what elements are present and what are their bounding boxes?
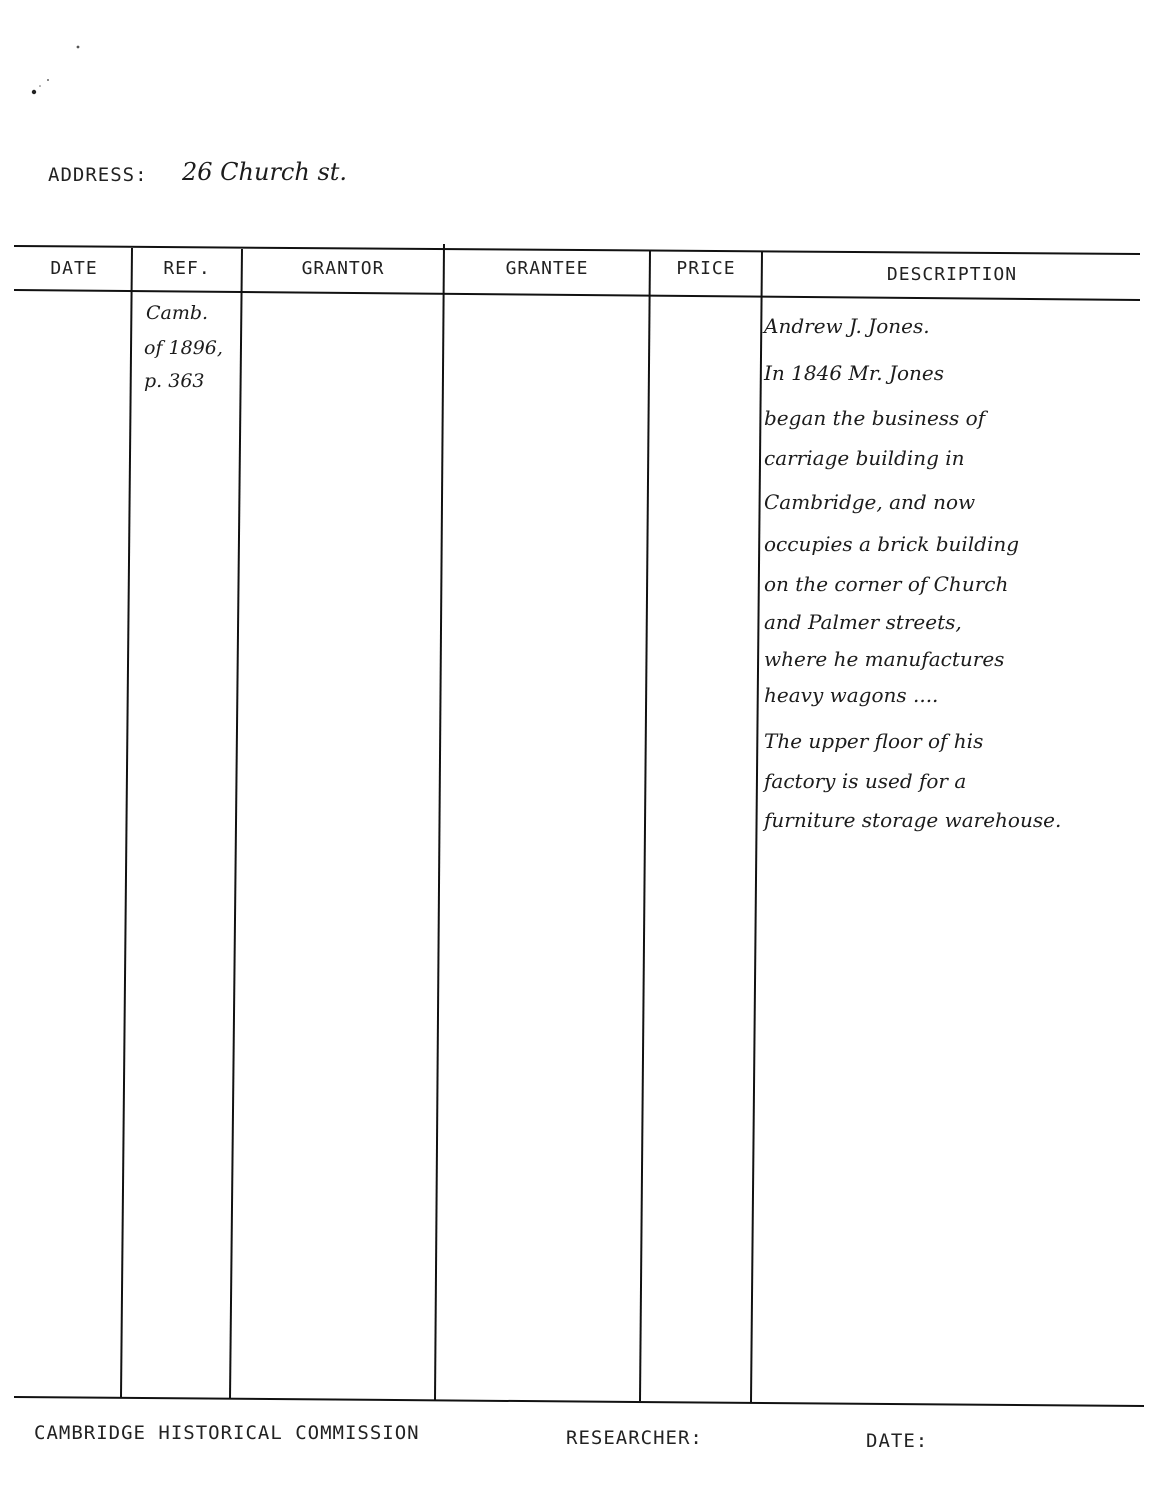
description-line: Cambridge, and now (764, 490, 976, 514)
address-value: 26 Church st. (182, 158, 348, 186)
column-divider-ref-grantor (230, 249, 242, 1398)
header-price: PRICE (676, 258, 736, 279)
header-grantor: GRANTOR (301, 258, 385, 279)
ref-line: of 1896, (144, 337, 223, 359)
table-bottom-rule (14, 1397, 1144, 1406)
column-divider-grantee-price (640, 251, 650, 1401)
header-date: DATE (50, 258, 98, 279)
description-line: factory is used for a (764, 769, 967, 793)
description-line: The upper floor of his (764, 729, 984, 753)
column-divider-date-ref (121, 248, 132, 1397)
description-line: In 1846 Mr. Jones (764, 361, 944, 385)
address-label: ADDRESS: (48, 164, 148, 186)
ref-line: Camb. (146, 302, 209, 324)
description-line: Andrew J. Jones. (764, 314, 930, 338)
table-top-rule (14, 246, 1140, 254)
description-line: heavy wagons .... (764, 683, 939, 707)
footer-researcher-label: RESEARCHER: (566, 1427, 703, 1449)
column-divider-grantor-grantee (435, 244, 444, 1400)
header-description: DESCRIPTION (886, 264, 1018, 285)
description-line: on the corner of Church (764, 572, 1009, 596)
ref-line: p. 363 (144, 370, 205, 392)
column-divider-price-description (751, 252, 762, 1402)
footer-commission: CAMBRIDGE HISTORICAL COMMISSION (34, 1422, 420, 1444)
description-line: furniture storage warehouse. (764, 808, 1062, 832)
description-line: where he manufactures (764, 647, 1005, 671)
description-line: and Palmer streets, (764, 610, 962, 634)
header-ref: REF. (163, 258, 211, 279)
description-line: began the business of (764, 406, 986, 430)
header-grantee: GRANTEE (505, 258, 589, 279)
description-line: carriage building in (764, 446, 965, 470)
footer-date-label: DATE: (866, 1430, 929, 1452)
description-line: occupies a brick building (764, 532, 1020, 556)
